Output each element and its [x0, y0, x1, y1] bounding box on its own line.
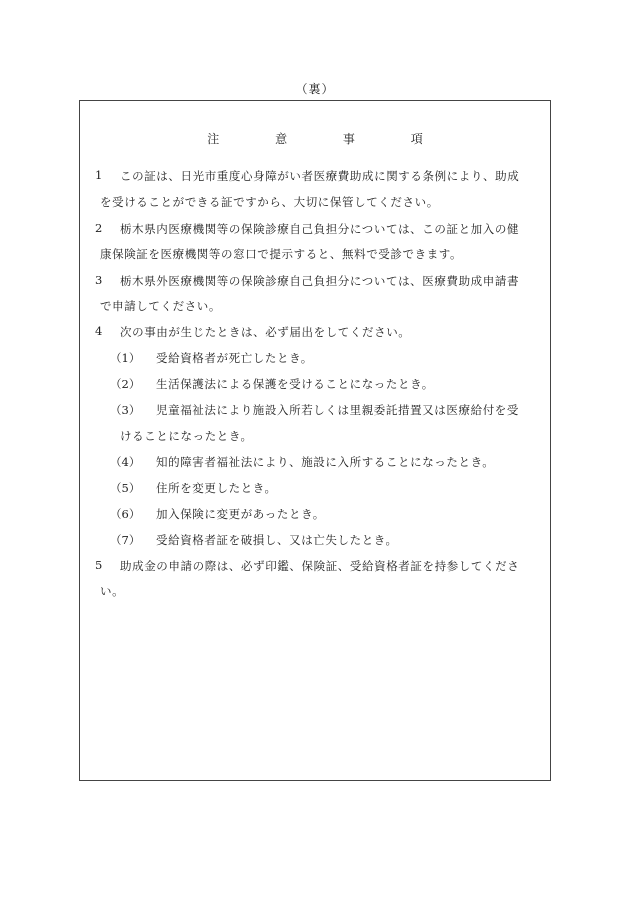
sub-item-number: （6） — [110, 507, 141, 521]
sub-item-number: （4） — [110, 455, 141, 469]
item-text-continued: で申請してください。 — [100, 299, 221, 313]
sub-item-text: 受給資格者証を破損し、又は亡失したとき。 — [156, 533, 398, 547]
sub-item-text-continued: けることになったとき。 — [120, 429, 253, 443]
sub-item-number: （7） — [110, 533, 141, 547]
sub-item-text: 受給資格者が死亡したとき。 — [156, 351, 313, 365]
sub-item-text: 加入保険に変更があったとき。 — [156, 507, 325, 521]
sub-item-number: （2） — [110, 377, 141, 391]
item-text: この証は、日光市重度心身障がい者医療費助成に関する条例により、助成 — [120, 169, 520, 183]
side-label: （裏） — [295, 82, 335, 96]
heading-char: 項 — [410, 132, 423, 146]
sub-item-number: （5） — [110, 481, 141, 495]
sub-item-text: 児童福祉法により施設入所若しくは里親委託措置又は医療給付を受 — [156, 403, 519, 417]
item-text: 助成金の申請の際は、必ず印鑑、保険証、受給資格者証を持参してくださ — [120, 559, 520, 573]
notice-heading — [0, 130, 630, 147]
sub-item-number: （1） — [110, 351, 141, 365]
item-number: 4 — [95, 324, 103, 338]
item-text-continued: を受けることができる証ですから、大切に保管してください。 — [100, 195, 439, 209]
sub-item-text: 住所を変更したとき。 — [156, 481, 277, 495]
item-text-continued: 康保険証を医療機関等の窓口で提示すると、無料で受診できます。 — [100, 247, 463, 261]
sub-item-text: 生活保護法による保護を受けることになったとき。 — [156, 377, 434, 391]
heading-char: 意 — [275, 132, 288, 146]
heading-char: 事 — [342, 132, 355, 146]
item-text: 栃木県外医療機関等の保険診療自己負担分については、医療費助成申請書 — [120, 274, 520, 288]
sub-item-number: （3） — [110, 403, 141, 417]
item-number: 2 — [95, 221, 103, 235]
sub-item-text: 知的障害者福祉法により、施設に入所することになったとき。 — [156, 455, 495, 469]
item-number: 1 — [95, 168, 103, 182]
item-number: 5 — [95, 558, 103, 572]
item-text: 栃木県内医療機関等の保険診療自己負担分については、この証と加入の健 — [120, 222, 520, 236]
item-text: 次の事由が生じたときは、必ず届出をしてください。 — [120, 325, 411, 339]
item-number: 3 — [95, 273, 103, 287]
heading-char: 注 — [207, 132, 220, 146]
item-text-continued: い。 — [100, 584, 125, 598]
